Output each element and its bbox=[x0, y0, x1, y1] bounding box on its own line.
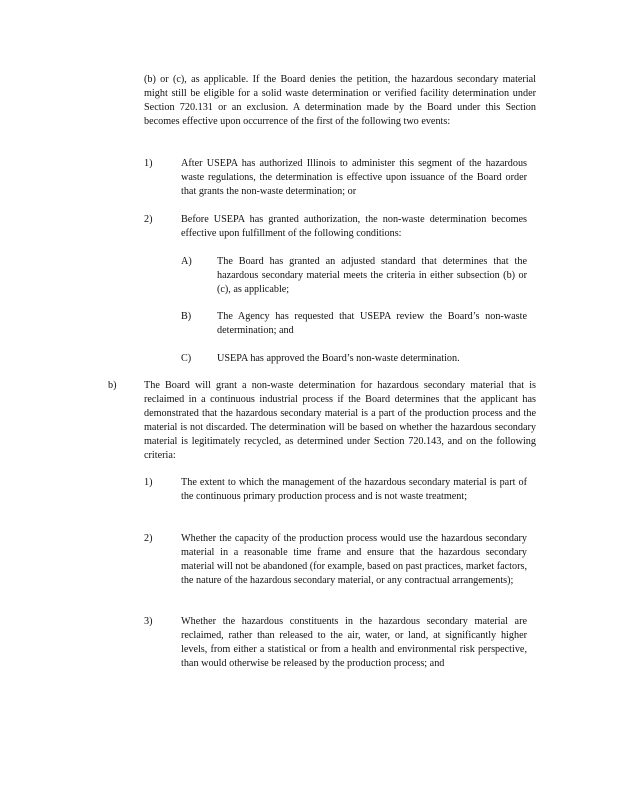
condition-a-letter: A) bbox=[181, 256, 192, 267]
event-2-number: 2) bbox=[144, 214, 153, 225]
event-1-number: 1) bbox=[144, 158, 153, 169]
condition-b-letter: B) bbox=[181, 311, 192, 322]
criterion-3-number: 3) bbox=[144, 616, 153, 627]
condition-c-letter: C) bbox=[181, 353, 192, 364]
criterion-3-text: Whether the hazardous constituents in the hazardous secondary material are reclaimed, rather than released to the air, water, or land, at significantly higher levels, from either a statistical or from a health and environmental risk perspective, than would otherwise be released by the production process; and bbox=[181, 616, 527, 669]
criterion-2-text: Whether the capacity of the production process would use the hazardous secondary material in a reasonable time frame and ensure that the hazardous secondary material will not be abandoned (for example, based on past practices, market factors, the nature of the hazardous secondary material, or any contractual arrangements); bbox=[181, 533, 527, 586]
subsection-b-label: b) bbox=[108, 380, 117, 391]
condition-b-text: The Agency has requested that USEPA review the Board’s non-waste determination; and bbox=[217, 311, 527, 336]
condition-c-text: USEPA has approved the Board’s non-waste determination. bbox=[217, 353, 460, 364]
criterion-1-text: The extent to which the management of the hazardous secondary material is part of the continuous primary production process and is not waste treatment; bbox=[181, 477, 527, 502]
event-2-text: Before USEPA has granted authorization, the non-waste determination becomes effective upon fulfillment of the following conditions: bbox=[181, 214, 527, 239]
criterion-2-number: 2) bbox=[144, 533, 153, 544]
intro-paragraph: (b) or (c), as applicable. If the Board denies the petition, the hazardous secondary material might still be eligible for a solid waste determination or verified facility determination under Section 720.131 or an exclusion. A determination made by the Board under this Section becomes effective upon occurrence of the first of the following two events: bbox=[144, 74, 536, 127]
event-1-text: After USEPA has authorized Illinois to administer this segment of the hazardous waste regulations, the determination is effective upon issuance of the Board order that grants the non-waste determination; or bbox=[181, 158, 527, 197]
criterion-1-number: 1) bbox=[144, 477, 153, 488]
subsection-b-text: The Board will grant a non-waste determination for hazardous secondary material that is reclaimed in a continuous industrial process if the Board determines that the applicant has demonstrated that the hazardous secondary material is a part of the production process and the material is not discarded. The determination will be based on whether the hazardous secondary material is legitimately recycled, as determined under Section 720.143, and on the following criteria: bbox=[144, 380, 536, 461]
condition-a-text: The Board has granted an adjusted standard that determines that the hazardous secondary material meets the criteria in either subsection (b) or (c), as applicable; bbox=[217, 256, 527, 295]
